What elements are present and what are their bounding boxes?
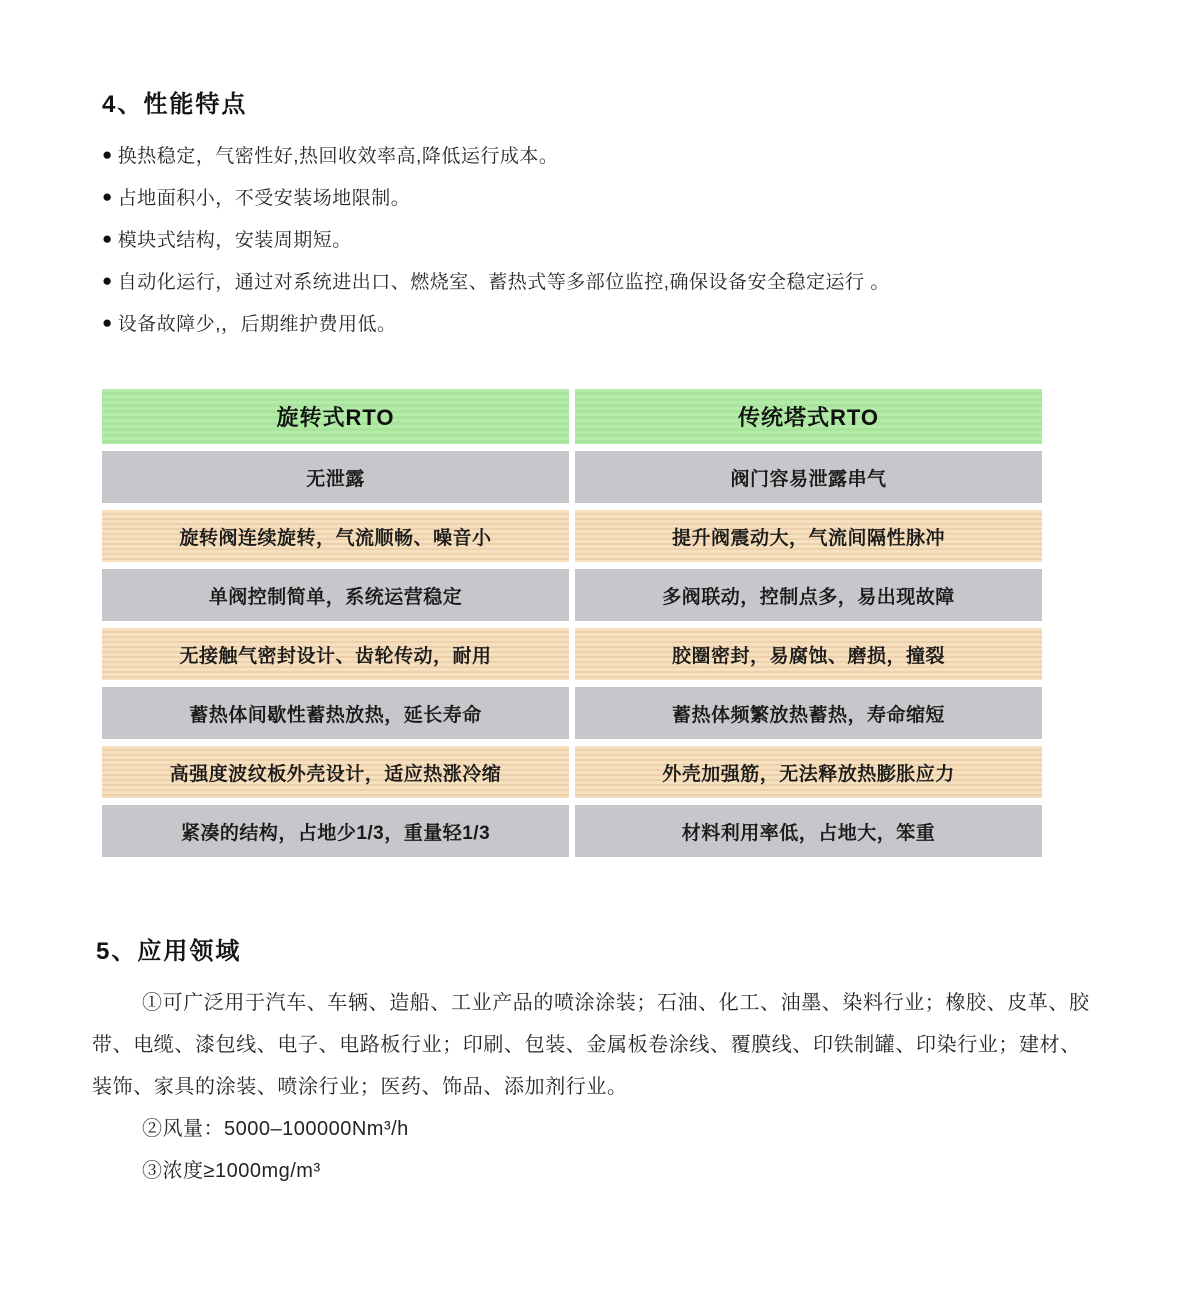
- table-cell: 高强度波纹板外壳设计，适应热涨冷缩: [102, 746, 569, 798]
- feature-item: [102, 133, 1093, 175]
- comparison-table: [102, 389, 1043, 857]
- table-cell: 材料利用率低，占地大，笨重: [575, 805, 1042, 857]
- paragraph-line: 带、电缆、漆包线、电子、电路板行业；印刷、包装、金属板卷涂线、覆膜线、印铁制罐、印染行业；建材、: [92, 1034, 1081, 1056]
- table-cell: 外壳加强筋，无法释放热膨胀应力: [575, 746, 1042, 798]
- table-cell: 胶圈密封，易腐蚀、磨损，撞裂: [575, 628, 1042, 680]
- feature-text: 自动化运行，通过对系统进出口、燃烧室、蓄热式等多部位监控,确保设备安全稳定运行 。: [117, 271, 890, 293]
- comparison-column-rotary-rto: [102, 389, 569, 857]
- feature-text: 占地面积小，不受安装场地限制。: [117, 187, 411, 209]
- concentration-spec: ③浓度≥1000mg/m³: [142, 1160, 321, 1182]
- feature-item: [102, 259, 1093, 301]
- feature-item: [102, 217, 1093, 259]
- paragraph-line: 装饰、家具的涂装、喷涂行业；医药、饰品、添加剂行业。: [92, 1076, 628, 1098]
- column-header-rotary-rto: 旋转式RTO: [102, 389, 569, 444]
- table-cell: 提升阀震动大，气流间隔性脉冲: [575, 510, 1042, 562]
- table-cell: 蓄热体间歇性蓄热放热，延长寿命: [102, 687, 569, 739]
- section5-heading: 5、应用领域: [96, 938, 242, 965]
- bullet-icon: ●: [102, 144, 113, 164]
- table-cell: 旋转阀连续旋转，气流顺畅、噪音小: [102, 510, 569, 562]
- airflow-spec: ②风量：5000–100000Nm³/h: [142, 1118, 409, 1140]
- table-cell: 蓄热体频繁放热蓄热，寿命缩短: [575, 687, 1042, 739]
- feature-text: 模块式结构，安装周期短。: [117, 229, 352, 251]
- feature-list: [102, 133, 1093, 343]
- column-header-tower-rto: 传统塔式RTO: [575, 389, 1042, 444]
- feature-text: 设备故障少,，后期维护费用低。: [117, 313, 397, 335]
- application-paragraph: [92, 982, 1093, 1108]
- bullet-icon: ●: [102, 186, 113, 206]
- feature-item: [102, 301, 1093, 343]
- bullet-icon: ●: [102, 270, 113, 290]
- application-spec-list: [92, 1108, 1093, 1192]
- feature-text: 换热稳定，气密性好,热回收效率高,降低运行成本。: [117, 145, 559, 167]
- bullet-icon: ●: [102, 312, 113, 332]
- section4-heading: 4、性能特点: [102, 91, 248, 118]
- bullet-icon: ●: [102, 228, 113, 248]
- table-cell: 紧凑的结构，占地少1/3，重量轻1/3: [102, 805, 569, 857]
- table-cell: 单阀控制简单，系统运营稳定: [102, 569, 569, 621]
- comparison-column-tower-rto: [575, 389, 1042, 857]
- table-cell: 无泄露: [102, 451, 569, 503]
- table-cell: 无接触气密封设计、齿轮传动，耐用: [102, 628, 569, 680]
- paragraph-line: ①可广泛用于汽车、车辆、造船、工业产品的喷涂涂装；石油、化工、油墨、染料行业；橡胶、皮革、胶: [142, 992, 1090, 1014]
- feature-item: [102, 175, 1093, 217]
- table-cell: 阀门容易泄露串气: [575, 451, 1042, 503]
- table-cell: 多阀联动，控制点多，易出现故障: [575, 569, 1042, 621]
